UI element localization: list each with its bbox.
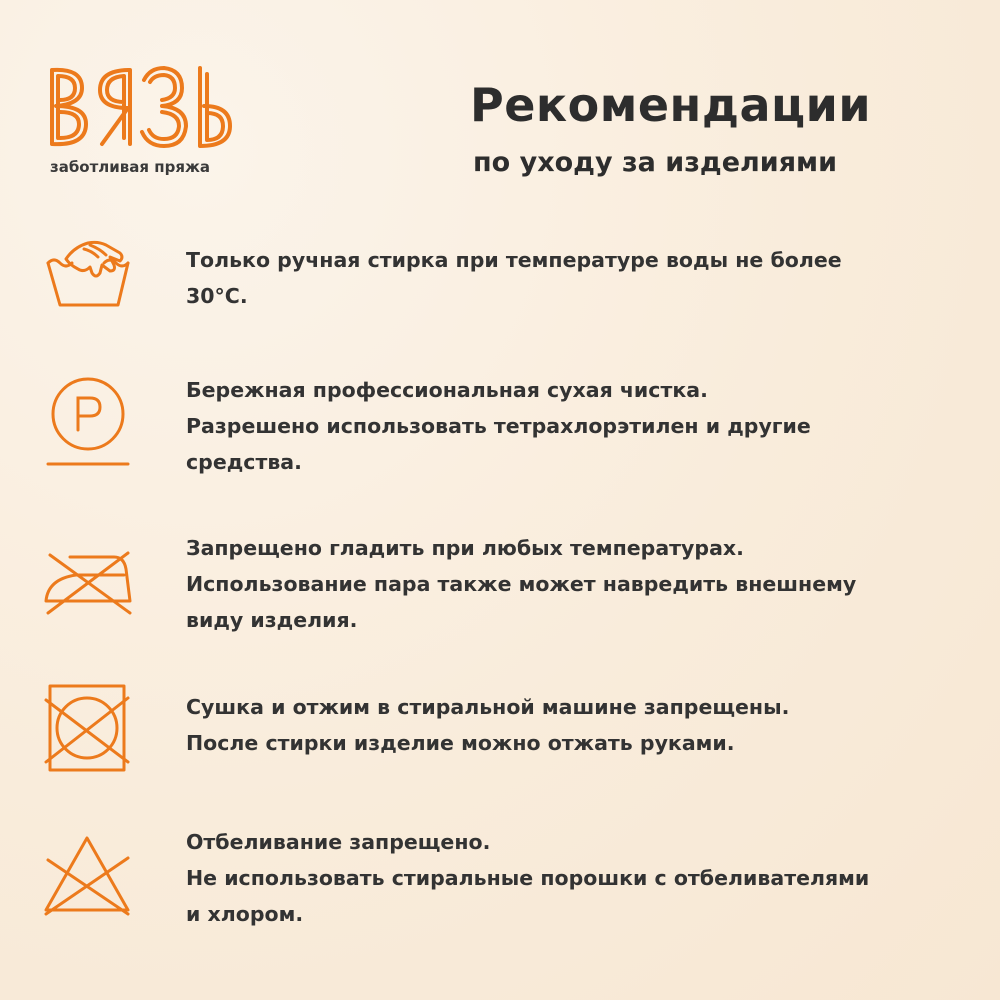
care-item-text — [186, 824, 906, 932]
brand-logo-mark — [44, 60, 234, 155]
care-line: Бережная профессиональная сухая чистка. — [186, 378, 708, 402]
care-line: Использование пара также может навредить внешнему — [186, 572, 857, 596]
care-line: 30°С. — [186, 284, 248, 308]
dry-clean-p-icon — [40, 372, 136, 468]
no-bleach-icon — [40, 832, 136, 928]
care-item-text — [186, 372, 906, 480]
hand-wash-icon — [40, 235, 136, 331]
page-subtitle: по уходу за изделиями — [473, 147, 838, 178]
brand-logo — [44, 60, 234, 155]
care-line: средства. — [186, 450, 302, 474]
care-line: Только ручная стирка при температуре воды не более — [186, 248, 842, 272]
no-tumble-dry-icon — [40, 682, 136, 778]
care-line: Не использовать стиральные порошки с отбеливателями — [186, 866, 870, 890]
care-item-text — [186, 689, 906, 761]
care-item-text — [186, 530, 906, 638]
no-iron-icon — [40, 535, 136, 631]
care-item-text — [186, 242, 906, 314]
care-line: виду изделия. — [186, 608, 358, 632]
care-line: и хлором. — [186, 902, 304, 926]
page-title: Рекомендации — [470, 78, 872, 132]
care-line: После стирки изделие можно отжать руками. — [186, 731, 735, 755]
care-line: Запрещено гладить при любых температурах. — [186, 536, 744, 560]
care-line: Сушка и отжим в стиральной машине запрещены. — [186, 695, 790, 719]
care-line: Разрешено использовать тетрахлорэтилен и другие — [186, 414, 811, 438]
brand-tagline: заботливая пряжа — [50, 158, 211, 176]
care-line: Отбеливание запрещено. — [186, 830, 491, 854]
